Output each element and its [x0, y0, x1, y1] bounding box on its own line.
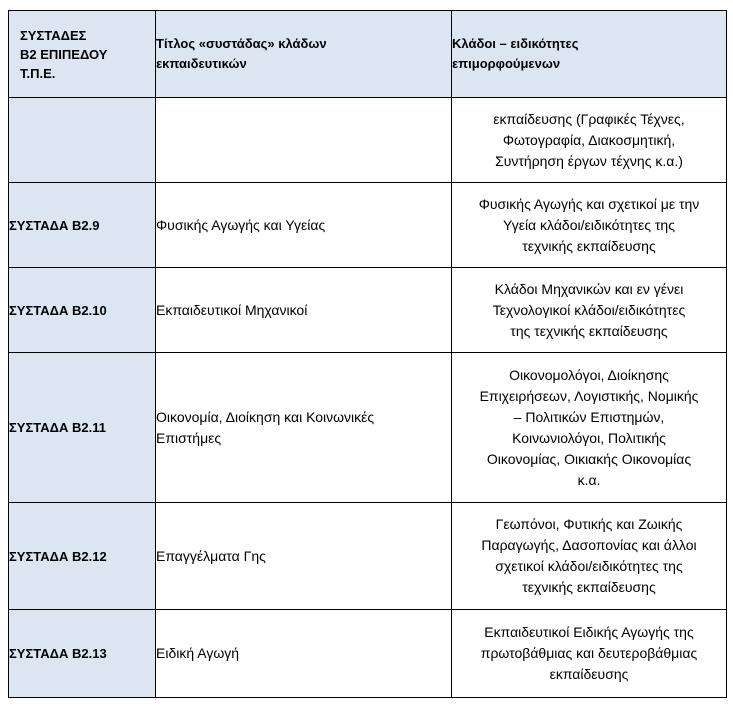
cluster-title-cell: Φυσικής Αγωγής και Υγείας [156, 183, 452, 268]
cluster-title-cell [156, 98, 452, 183]
cluster-branches-cell: Φυσικής Αγωγής και σχετικοί με την Υγεία κλάδοι/ειδικότητες της τεχνικής εκπαίδευσης [452, 183, 727, 268]
header-cluster-title: Τίτλος «συστάδας» κλάδων εκπαιδευτικών [156, 11, 452, 98]
table-header-row [9, 11, 727, 98]
clusters-table [8, 10, 727, 698]
cluster-code-cell: ΣΥΣΤΑΔΑ Β2.10 [9, 268, 156, 353]
header-branches: Κλάδοι – ειδικότητες επιμορφούμενων [452, 11, 727, 98]
table-row [9, 610, 727, 698]
cluster-code-cell: ΣΥΣΤΑΔΑ Β2.13 [9, 610, 156, 698]
cluster-code-cell: ΣΥΣΤΑΔΑ Β2.11 [9, 353, 156, 503]
header-clusters: ΣΥΣΤΑΔΕΣ Β2 ΕΠΙΠΕΔΟΥ Τ.Π.Ε. [9, 11, 156, 98]
cluster-title-cell: Ειδική Αγωγή [156, 610, 452, 698]
table-row [9, 503, 727, 610]
cluster-code-cell: ΣΥΣΤΑΔΑ Β2.12 [9, 503, 156, 610]
cluster-title-cell: Επαγγέλματα Γης [156, 503, 452, 610]
table-row [9, 98, 727, 183]
cluster-title-cell: Οικονομία, Διοίκηση και Κοινωνικές Επιστήμες [156, 353, 452, 503]
cluster-title-cell: Εκπαιδευτικοί Μηχανικοί [156, 268, 452, 353]
cluster-branches-cell: Κλάδοι Μηχανικών και εν γένει Τεχνολογικοί κλάδοι/ειδικότητες της τεχνικής εκπαίδευσης [452, 268, 727, 353]
cluster-code-cell [9, 98, 156, 183]
cluster-code-cell: ΣΥΣΤΑΔΑ Β2.9 [9, 183, 156, 268]
table-row [9, 353, 727, 503]
cluster-branches-cell: Εκπαιδευτικοί Ειδικής Αγωγής της πρωτοβάθμιας και δευτεροβάθμιας εκπαίδευσης [452, 610, 727, 698]
cluster-branches-cell: Γεωπόνοι, Φυτικής και Ζωικής Παραγωγής, Δασοπονίας και άλλοι σχετικοί κλάδοι/ειδικότητες της τεχνικής εκπαίδευσης [452, 503, 727, 610]
table-row [9, 183, 727, 268]
cluster-branches-cell: εκπαίδευσης (Γραφικές Τέχνες, Φωτογραφία, Διακοσμητική, Συντήρηση έργων τέχνης κ.α.) [452, 98, 727, 183]
cluster-branches-cell: Οικονομολόγοι, Διοίκησης Επιχειρήσεων, Λογιστικής, Νομικής – Πολιτικών Επιστημών, Κοινωνιολόγοι, Πολιτικής Οικονομίας, Οικιακής Οικονομίας κ.α. [452, 353, 727, 503]
table-row [9, 268, 727, 353]
